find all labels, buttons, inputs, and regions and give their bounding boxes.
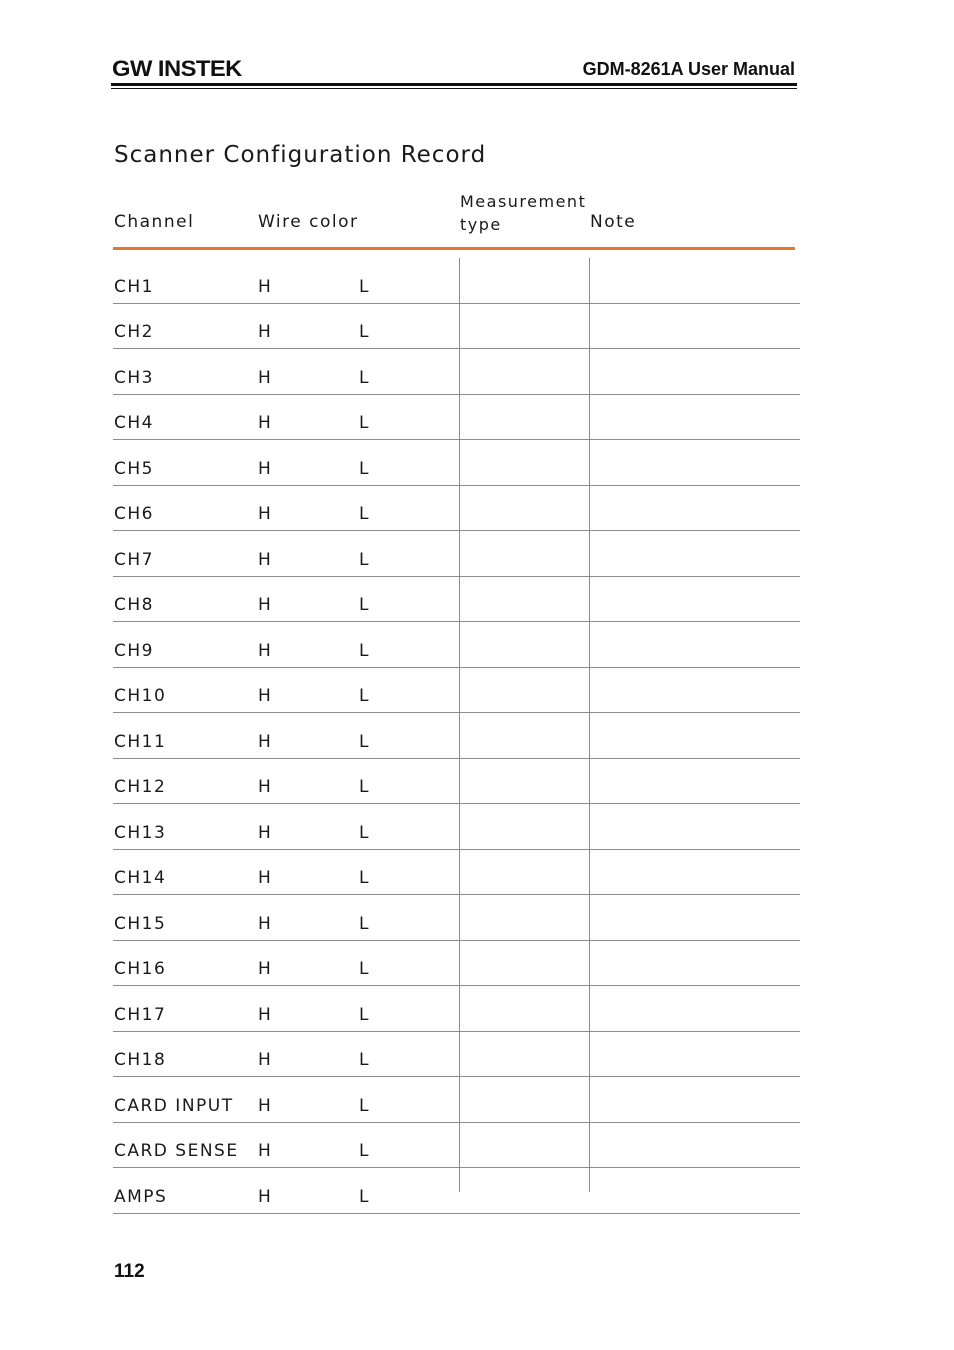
table-row — [113, 713, 800, 759]
channel-cell: CH3 — [114, 367, 154, 388]
wire-low-cell: L — [359, 1186, 370, 1207]
column-header-measurement-type — [460, 190, 586, 236]
channel-cell: CARD SENSE — [114, 1141, 239, 1161]
wire-high-cell: H — [258, 1095, 273, 1116]
table-row — [113, 1123, 800, 1169]
wire-high-cell: H — [258, 595, 273, 615]
wire-high-cell: H — [258, 1141, 273, 1161]
table-row — [113, 440, 800, 486]
wire-high-cell: H — [258, 686, 273, 706]
wire-high-cell: H — [258, 276, 273, 297]
channel-cell: CH1 — [114, 276, 154, 297]
wire-high-cell: H — [258, 777, 273, 797]
channel-cell: CH11 — [114, 731, 167, 752]
table-row — [113, 258, 800, 304]
wire-high-cell: H — [258, 913, 273, 934]
column-header-measurement-line1: Measurement — [460, 192, 587, 211]
table-row — [113, 1168, 800, 1214]
wire-low-cell: L — [359, 913, 370, 934]
wire-high-cell: H — [258, 1186, 273, 1207]
wire-high-cell: H — [258, 549, 273, 570]
wire-low-cell: L — [359, 686, 370, 706]
table-row — [113, 941, 800, 987]
wire-low-cell: L — [359, 549, 370, 570]
column-header-note: Note — [590, 212, 637, 232]
table-row — [113, 759, 800, 805]
wire-high-cell: H — [258, 1004, 273, 1025]
table-row — [113, 349, 800, 395]
wire-high-cell: H — [258, 1050, 273, 1070]
wire-low-cell: L — [359, 1004, 370, 1025]
column-header-channel: Channel — [114, 212, 195, 232]
table-row — [113, 531, 800, 577]
channel-cell: CH10 — [114, 686, 167, 706]
table-row — [113, 486, 800, 532]
header-rule-thin — [111, 88, 797, 89]
table-row — [113, 850, 800, 896]
wire-low-cell: L — [359, 276, 370, 297]
header-rule-thick — [111, 83, 797, 86]
channel-cell: CH15 — [114, 913, 167, 934]
wire-high-cell: H — [258, 458, 273, 479]
header-accent-rule — [113, 247, 795, 250]
channel-cell: CH18 — [114, 1050, 167, 1070]
channel-cell: CH9 — [114, 640, 154, 661]
wire-low-cell: L — [359, 595, 370, 615]
scanner-config-table — [113, 258, 800, 1214]
wire-low-cell: L — [359, 822, 370, 843]
wire-low-cell: L — [359, 504, 370, 524]
table-row — [113, 395, 800, 441]
wire-high-cell: H — [258, 868, 273, 888]
brand-logo: GW INSTEK — [112, 56, 242, 81]
channel-cell: CARD INPUT — [114, 1095, 234, 1116]
table-row — [113, 304, 800, 350]
wire-low-cell: L — [359, 868, 370, 888]
channel-cell: CH12 — [114, 777, 167, 797]
column-header-measurement-line2: type — [460, 215, 502, 234]
table-row — [113, 668, 800, 714]
channel-cell: CH4 — [114, 413, 154, 433]
wire-low-cell: L — [359, 1050, 370, 1070]
table-row — [113, 577, 800, 623]
table-row — [113, 895, 800, 941]
wire-low-cell: L — [359, 731, 370, 752]
wire-high-cell: H — [258, 413, 273, 433]
wire-high-cell: H — [258, 959, 273, 979]
channel-cell: CH6 — [114, 504, 154, 524]
channel-cell: CH2 — [114, 322, 154, 342]
wire-high-cell: H — [258, 731, 273, 752]
channel-cell: CH17 — [114, 1004, 167, 1025]
wire-low-cell: L — [359, 959, 370, 979]
channel-cell: CH5 — [114, 458, 154, 479]
page-header — [111, 54, 797, 90]
channel-cell: CH7 — [114, 549, 154, 570]
manual-title: GDM-8261A User Manual — [582, 59, 795, 79]
table-row — [113, 1032, 800, 1078]
wire-low-cell: L — [359, 1095, 370, 1116]
channel-cell: CH8 — [114, 595, 154, 615]
channel-cell: CH13 — [114, 822, 167, 843]
page-number: 112 — [114, 1261, 145, 1282]
wire-low-cell: L — [359, 413, 370, 433]
wire-high-cell: H — [258, 367, 273, 388]
wire-low-cell: L — [359, 777, 370, 797]
channel-cell: CH14 — [114, 868, 167, 888]
table-row — [113, 986, 800, 1032]
wire-low-cell: L — [359, 322, 370, 342]
wire-low-cell: L — [359, 367, 370, 388]
channel-cell: CH16 — [114, 959, 167, 979]
wire-high-cell: H — [258, 822, 273, 843]
channel-cell: AMPS — [114, 1186, 168, 1207]
wire-low-cell: L — [359, 458, 370, 479]
wire-high-cell: H — [258, 640, 273, 661]
table-row — [113, 622, 800, 668]
column-header-wire-color: Wire color — [258, 212, 359, 232]
section-title: Scanner Configuration Record — [114, 142, 487, 168]
wire-low-cell: L — [359, 1141, 370, 1161]
wire-high-cell: H — [258, 322, 273, 342]
wire-high-cell: H — [258, 504, 273, 524]
table-row — [113, 804, 800, 850]
wire-low-cell: L — [359, 640, 370, 661]
table-row — [113, 1077, 800, 1123]
